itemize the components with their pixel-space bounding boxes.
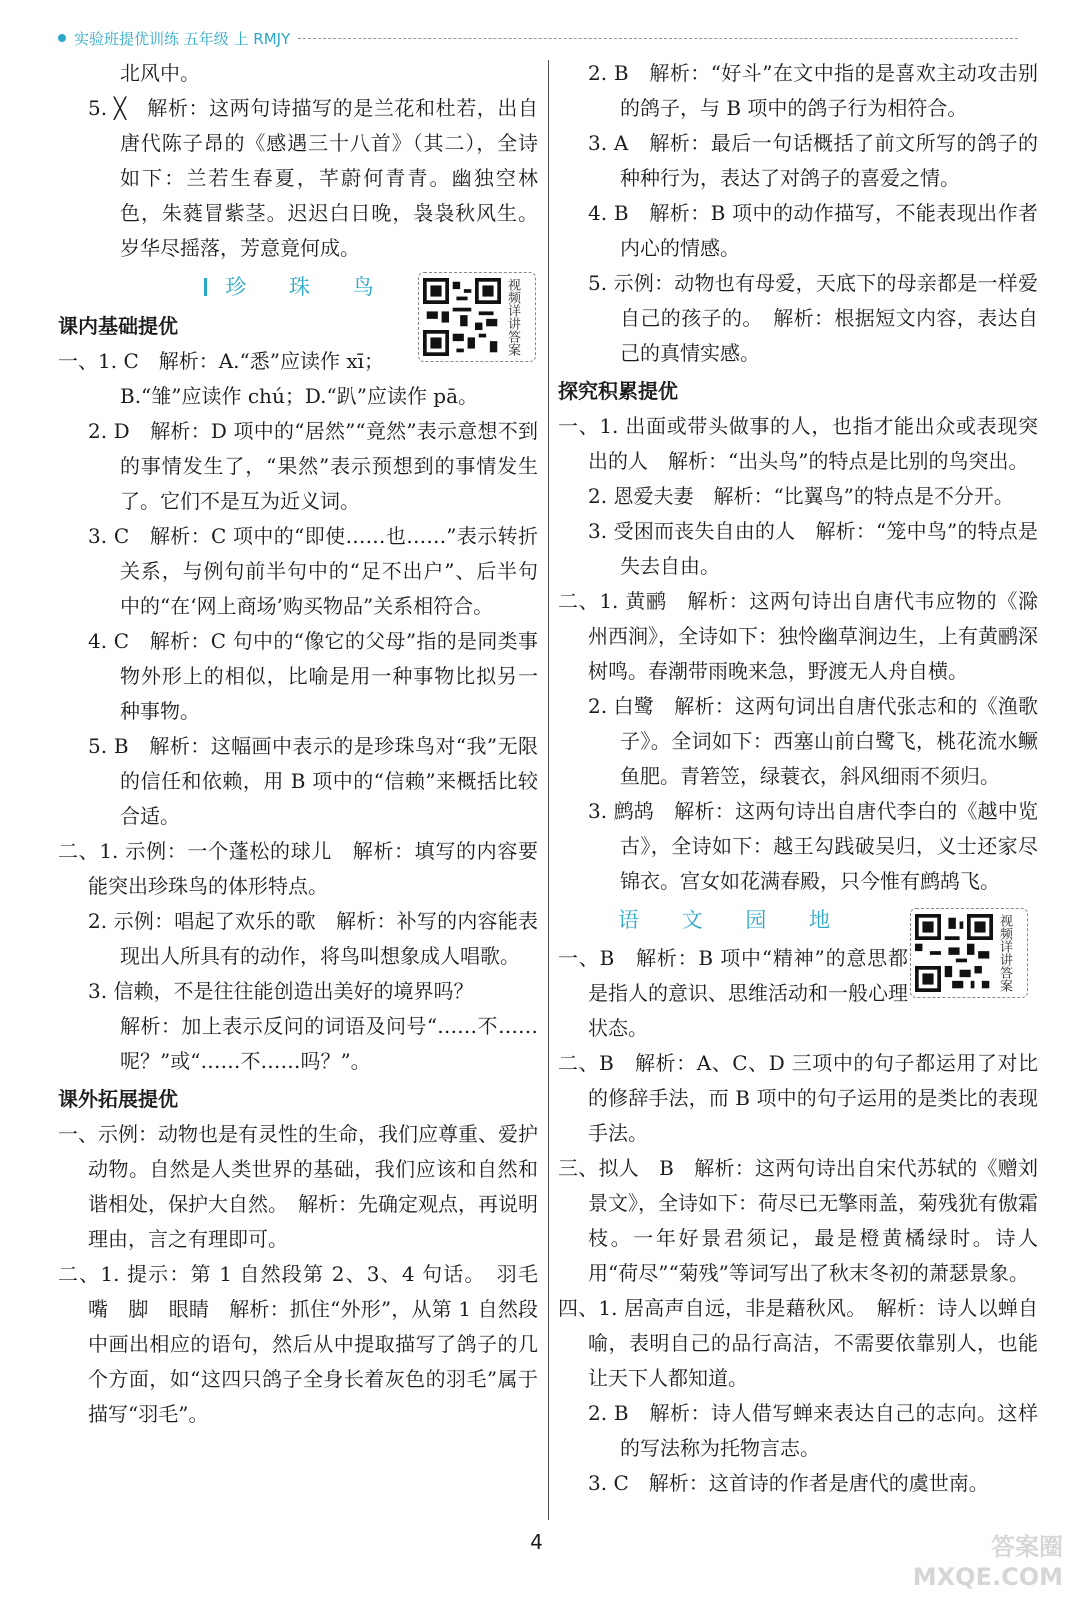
lesson-title: 语 文 园 地 [617, 908, 849, 932]
answer-item: 4. C 解析：C 句中的“像它的父母”指的是同类事物外形上的相似，比喻是用一种事物比拟另一种事物。 [88, 629, 538, 723]
header-title: 实验班提优训练 五年级 上 RMJY [74, 29, 291, 48]
section-title: 探究积累提优 [558, 379, 678, 403]
answer-item: 2. B 解析：“好斗”在文中指的是喜欢主动攻击别的鸽子，与 B 项中的鸽子行为相符合。 [588, 61, 1038, 120]
answer-item: 四、1. 居高声自远，非是藉秋风。 解析：诗人以蝉自喻，表明自己的品行高洁，不需要依靠别人，也能让天下人都知道。 [558, 1296, 1038, 1390]
answer-item: 三、拟人 B 解析：这两句诗出自宋代苏轼的《赠刘景文》，全诗如下：荷尽已无擎雨盖，菊残犹有傲霜枝。一年好景君须记，最是橙黄橘绿时。诗人用“荷尽”“菊残”等词写出了秋末冬初的萧瑟景象。 [558, 1156, 1038, 1285]
answer-item: B.“雏”应读作 chú；D.“趴”应读作 pā。 [120, 384, 479, 408]
answer-text: 北风中。 [120, 61, 200, 85]
right-column [558, 56, 1038, 1501]
qr-caption: 视频详讲答案 [997, 914, 1012, 992]
qr-caption: 视频详讲答案 [505, 278, 520, 356]
page-header [58, 28, 1018, 48]
answer-item: 2. 白鹭 解析：这两句词出自唐代张志和的《渔歌子》。全词如下：西塞山前白鹭飞，桃花流水鳜鱼肥。青箬笠，绿蓑衣，斜风细雨不须归。 [588, 694, 1038, 788]
answer-item: 二、1. 提示：第 1 自然段第 2、3、4 句话。 羽毛 嘴 脚 眼睛 解析：抓住“外形”，从第 1 自然段中画出相应的语句，然后从中提取描写了鸽子的几个方面，如“这四只鸽子全身长着灰色的羽毛”属于描写“羽毛”。 [58, 1262, 558, 1426]
answer-item: 一、1. 出面或带头做事的人，也指才能出众或表现突出的人 解析：“出头鸟”的特点是比别的鸟突出。 [558, 414, 1038, 473]
section-title: 课内基础提优 [58, 314, 178, 338]
watermark-line-2: MXQE.COM [912, 1563, 1063, 1591]
column-divider [548, 60, 549, 1520]
bullet-dot-icon [58, 34, 66, 42]
answer-item: 4. B 解析：B 项中的动作描写，不能表现出作者内心的情感。 [588, 201, 1038, 260]
left-column [58, 56, 558, 1432]
answer-item: 5. ╳ 解析：这两句诗描写的是兰花和杜若，出自唐代陈子昂的《感遇三十八首》（其二），全诗如下：兰若生春夏，芊蔚何青青。幽独空林色，朱蕤冒紫茎。迟迟白日晚，袅袅秋风生。岁华尽摇落，芳意竟何成。 [88, 96, 538, 260]
answer-item: 二、1. 示例：一个蓬松的球儿 解析：填写的内容要能突出珍珠鸟的体形特点。 [58, 839, 538, 898]
qr-code-box[interactable] [910, 908, 1028, 998]
page-number: 4 [530, 1530, 543, 1554]
qr-code-box[interactable] [418, 272, 536, 362]
answer-item: 3. 受困而丧失自由的人 解析：“笼中鸟”的特点是失去自由。 [588, 519, 1038, 578]
header-rule [298, 38, 1018, 39]
section-title: 课外拓展提优 [58, 1087, 178, 1111]
answer-item: 2. 恩爱夫妻 解析：“比翼鸟”的特点是不分开。 [588, 484, 1014, 508]
lesson-bar-icon [204, 278, 207, 296]
answer-item: 2. 示例：唱起了欢乐的歌 解析：补写的内容能表现出人所具有的动作，将鸟叫想象成人唱歌。 [88, 909, 538, 968]
qr-code-icon [915, 914, 993, 992]
answer-item: 一、示例：动物也是有灵性的生命，我们应尊重、爱护动物。自然是人类世界的基础，我们应该和自然和谐相处，保护大自然。 解析：先确定观点，再说明理由，言之有理即可。 [58, 1122, 538, 1251]
answer-item: 解析：加上表示反问的词语及问号“……不……呢？”或“……不……吗？”。 [120, 1014, 538, 1073]
answer-item: 2. B 解析：诗人借写蝉来表达自己的志向。这样的写法称为托物言志。 [588, 1401, 1038, 1460]
answer-item: 5. B 解析：这幅画中表示的是珍珠鸟对“我”无限的信任和依赖，用 B 项中的“信赖”来概括比较合适。 [88, 734, 538, 828]
lesson-title-text: 珍 珠 鸟 [225, 275, 392, 299]
answer-item: 一、B 解析：B 项中“精神”的意思都是指人的意识、思维活动和一般心理状态。 [558, 946, 908, 1040]
answer-item: 3. C 解析：这首诗的作者是唐代的虞世南。 [588, 1471, 989, 1495]
qr-code-icon [423, 278, 501, 356]
answer-item: 2. D 解析：D 项中的“居然”“竟然”表示意想不到的事情发生了，“果然”表示预想到的事情发生了。它们不是互为近义词。 [88, 419, 538, 513]
answer-item: 3. 信赖，不是往往能创造出美好的境界吗？ [88, 979, 474, 1003]
answer-item: 3. A 解析：最后一句话概括了前文所写的鸽子的种种行为，表达了对鸽子的喜爱之情。 [588, 131, 1038, 190]
answer-item: 一、1. C 解析：A.“悉”应读作 xī； [58, 349, 385, 373]
watermark [913, 1532, 1063, 1592]
watermark-line-1: 答案圈 [991, 1533, 1063, 1561]
answer-item: 二、B 解析：A、C、D 三项中的句子都运用了对比的修辞手法，而 B 项中的句子运用的是类比的表现手法。 [558, 1051, 1038, 1145]
answer-item: 3. C 解析：C 项中的“即使……也……”表示转折关系，与例句前半句中的“足不出户”、后半句中的“在‘网上商场’购买物品”关系相符合。 [88, 524, 538, 618]
answer-item: 3. 鹧鸪 解析：这两句诗出自唐代李白的《越中览古》，全诗如下：越王勾践破吴归，义士还家尽锦衣。宫女如花满春殿，只今惟有鹧鸪飞。 [588, 799, 1038, 893]
answer-item: 二、1. 黄鹂 解析：这两句诗出自唐代韦应物的《滁州西涧》，全诗如下：独怜幽草涧边生，上有黄鹂深树鸣。春潮带雨晚来急，野渡无人舟自横。 [558, 589, 1038, 683]
answer-item: 5. 示例：动物也有母爱，天底下的母亲都是一样爱自己的孩子的。 解析：根据短文内容，表达自己的真情实感。 [588, 271, 1038, 365]
